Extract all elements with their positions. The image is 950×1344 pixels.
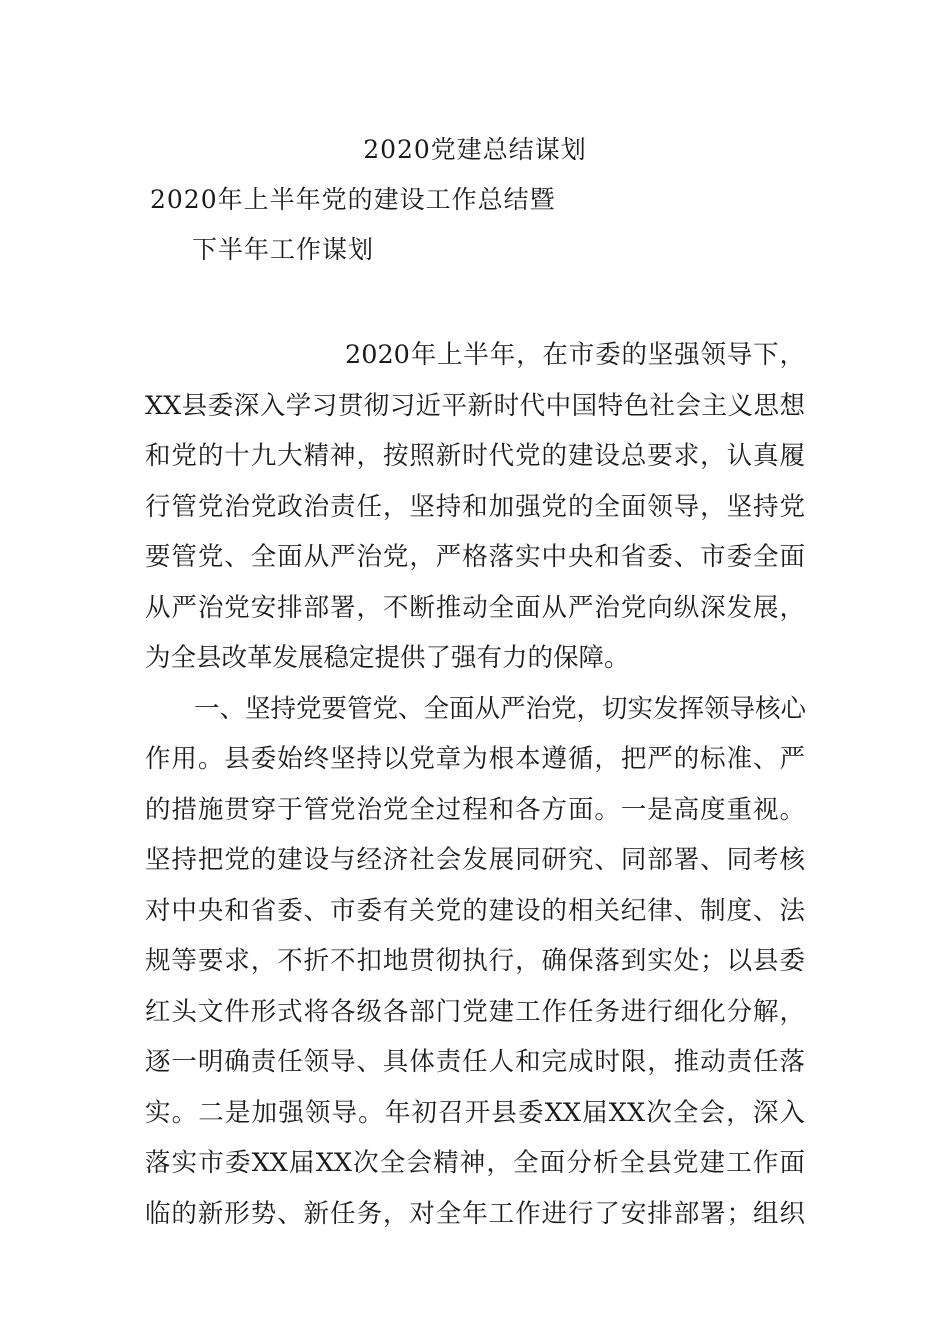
body-line: 实。二是加强领导。年初召开县委XX届XX次全会，深入 [145, 1097, 805, 1128]
body-line: 2020年上半年，在市委的坚强领导下， [345, 340, 805, 370]
body-line: 红头文件形式将各级各部门党建工作任务进行细化分解， [145, 996, 805, 1027]
body-line: 行管党治党政治责任，坚持和加强党的全面领导，坚持党 [145, 491, 805, 522]
body-line: 逐一明确责任领导、具体责任人和完成时限，推动责任落 [145, 1047, 805, 1077]
document-subtitle-line-2: 下半年工作谋划 [192, 235, 375, 264]
body-line: 一、坚持党要管党、全面从严治党，切实发挥领导核心 [194, 693, 807, 724]
document-title: 2020党建总结谋划 [363, 135, 587, 164]
body-line: 要管党、全面从严治党，严格落实中央和省委、市委全面 [145, 542, 805, 572]
body-line: 的措施贯穿于管党治党全过程和各方面。一是高度重视。 [145, 794, 805, 825]
body-line: 从严治党安排部署，不断推动全面从严治党向纵深发展， [145, 592, 805, 623]
document-subtitle-line-1: 2020年上半年党的建设工作总结暨 [150, 185, 556, 214]
body-line: 临的新形势、新任务，对全年工作进行了安排部署；组织 [145, 1198, 805, 1229]
body-line: XX县委深入学习贯彻习近平新时代中国特色社会主义思想 [145, 390, 805, 421]
body-line: 规等要求，不折不扣地贯彻执行，确保落到实处；以县委 [145, 946, 805, 976]
document-body [145, 330, 805, 1239]
body-line: 作用。县委始终坚持以党章为根本遵循，把严的标准、严 [145, 744, 805, 774]
body-line: 坚持把党的建设与经济社会发展同研究、同部署、同考核 [145, 845, 805, 875]
body-line: 和党的十九大精神，按照新时代党的建设总要求，认真履 [145, 441, 805, 471]
body-line: 落实市委XX届XX次全会精神，全面分析全县党建工作面 [145, 1148, 805, 1178]
body-line: 为全县改革发展稳定提供了强有力的保障。 [145, 643, 630, 673]
body-line: 对中央和省委、市委有关党的建设的相关纪律、制度、法 [145, 895, 805, 926]
